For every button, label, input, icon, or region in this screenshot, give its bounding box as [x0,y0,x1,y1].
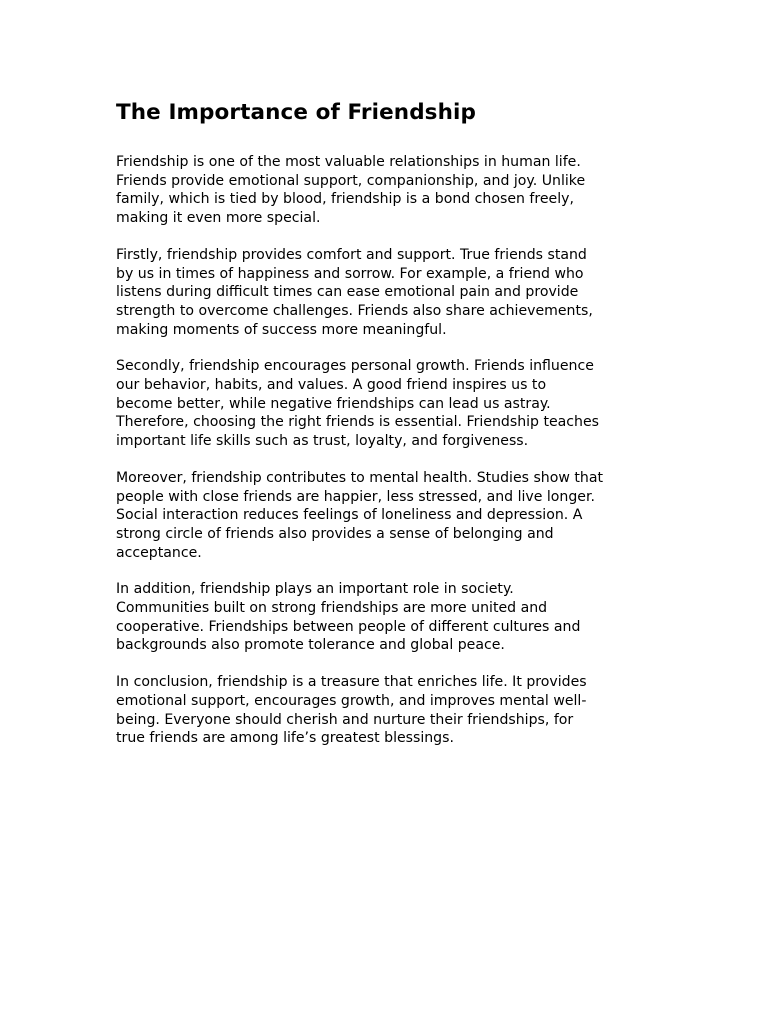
text-line: become better, while negative friendships can lead us astray. [116,395,551,412]
text-line: In conclusion, friendship is a treasure that enriches life. It provides [116,674,587,691]
text-line: listens during difficult times can ease emotional pain and provide [116,284,579,301]
text-line: by us in times of happiness and sorrow. For example, a friend who [116,265,584,282]
paragraph-personal-growth [116,357,658,451]
text-line: true friends are among life’s greatest blessings. [116,730,454,747]
text-line: Therefore, choosing the right friends is essential. Friendship teaches [116,414,599,431]
paragraph-introduction [116,153,658,228]
text-line: cooperative. Friendships between people of different cultures and [116,618,581,635]
text-line: making it even more special. [116,210,321,227]
text-line: Secondly, friendship encourages personal growth. Friends influence [116,358,594,375]
text-line: Social interaction reduces feelings of loneliness and depression. A [116,507,583,524]
text-line: family, which is tied by blood, friendship is a bond chosen freely, [116,191,574,208]
document-title: The Importance of Friendship [116,100,476,125]
text-line: strength to overcome challenges. Friends also share achievements, [116,302,593,319]
text-line: important life skills such as trust, loyalty, and forgiveness. [116,433,529,450]
text-line: Friends provide emotional support, companionship, and joy. Unlike [116,172,586,189]
paragraph-mental-health [116,469,658,563]
text-line: In addition, friendship plays an important role in society. [116,581,514,598]
text-line: our behavior, habits, and values. A good friend inspires us to [116,377,547,394]
text-line: backgrounds also promote tolerance and global peace. [116,637,505,654]
text-line: acceptance. [116,544,202,561]
text-line: Communities built on strong friendships are more united and [116,600,548,617]
text-line: emotional support, encourages growth, and improves mental well- [116,692,587,709]
text-line: Friendship is one of the most valuable relationships in human life. [116,154,581,170]
text-line: Moreover, friendship contributes to mental health. Studies show that [116,469,603,486]
text-line: Firstly, friendship provides comfort and support. True friends stand [116,246,587,263]
text-line: strong circle of friends also provides a sense of belonging and [116,525,554,542]
paragraph-comfort-support [116,246,658,340]
paragraph-society [116,580,658,655]
document-body [116,153,658,748]
text-line: making moments of success more meaningful. [116,321,447,338]
text-line: being. Everyone should cherish and nurture their friendships, for [116,711,574,728]
paragraph-conclusion [116,673,658,748]
text-line: people with close friends are happier, less stressed, and live longer. [116,488,595,505]
